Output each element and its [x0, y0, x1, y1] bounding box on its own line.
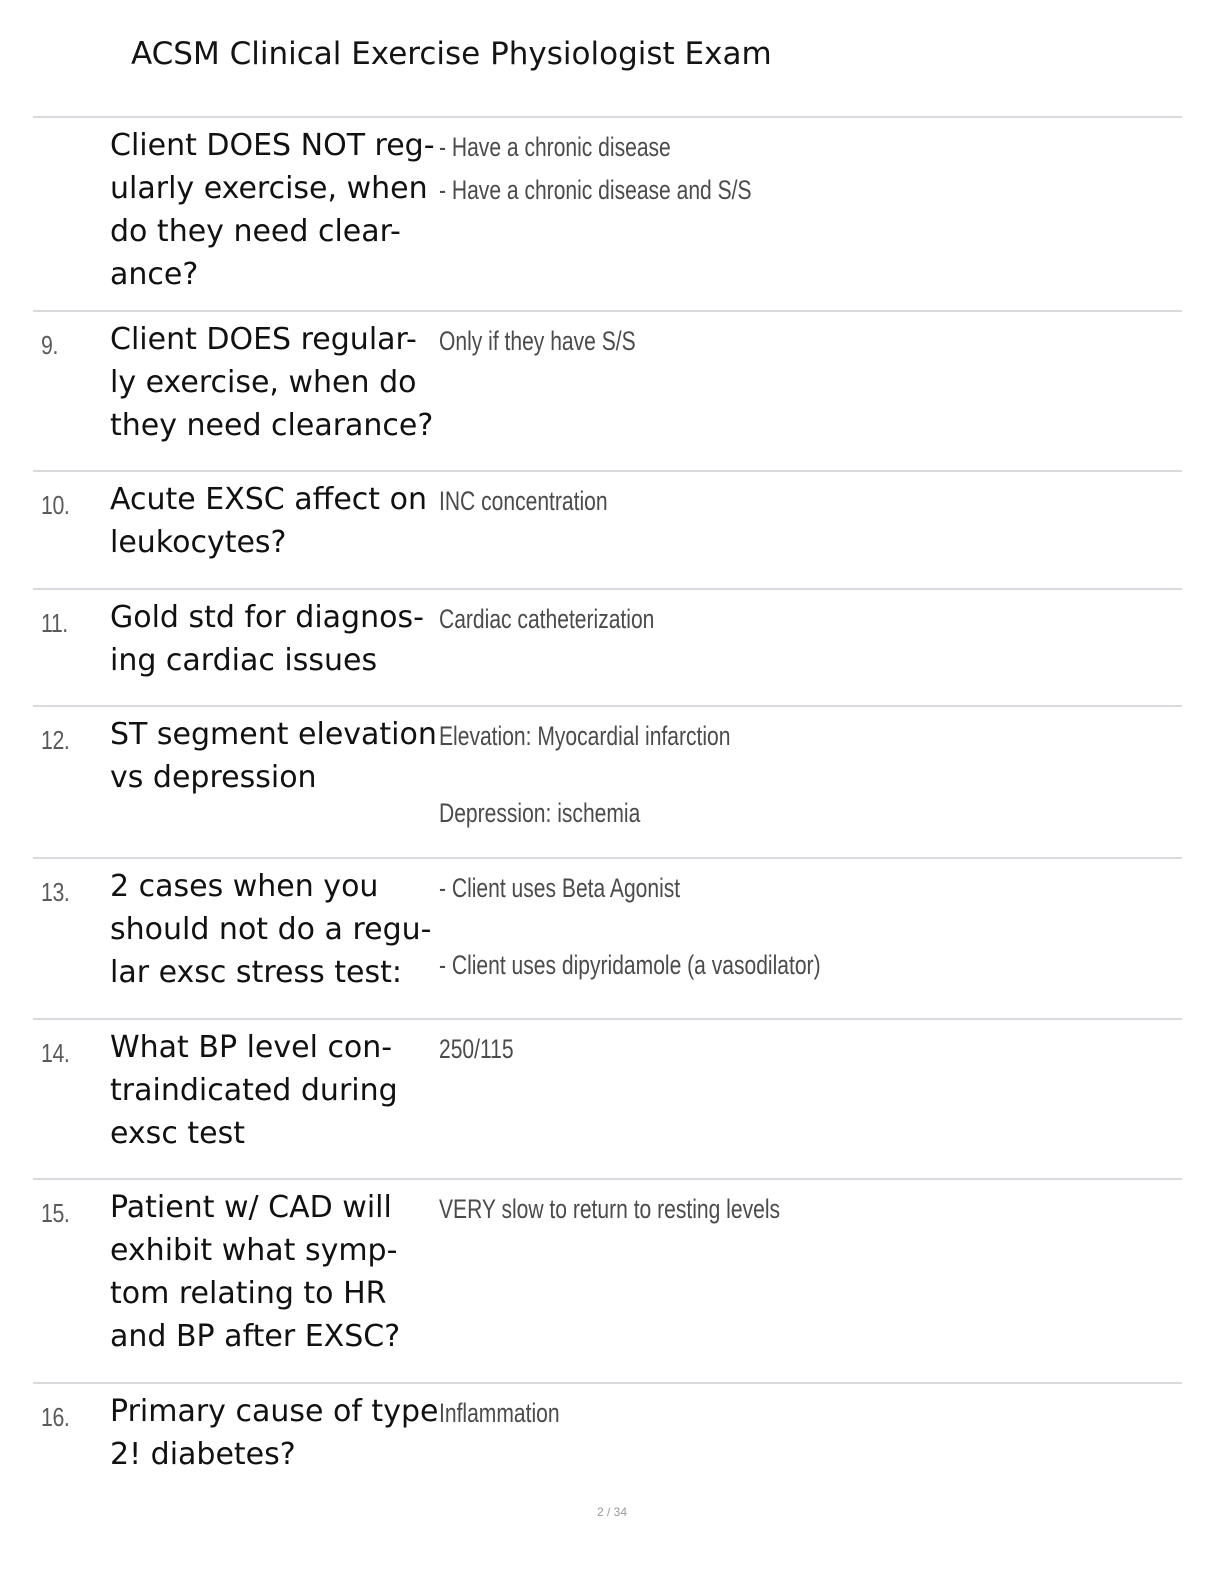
flashcard-list [33, 116, 1182, 1492]
definition-line: Depression: ischemia [439, 798, 641, 828]
card-term [110, 124, 435, 296]
definition-line: 250/115 [439, 1034, 514, 1064]
term-line: tom relating to HR [110, 1276, 387, 1311]
card-number: 16. [41, 1402, 70, 1432]
term-line: lar exsc stress test: [110, 955, 402, 990]
card-term [110, 318, 432, 447]
term-line: Client DOES regular- [110, 322, 417, 357]
term-line: should not do a regu- [110, 912, 432, 947]
definition-line: - Have a chronic disease and S/S [439, 175, 752, 205]
flashcard [33, 1018, 1182, 1178]
term-line: exhibit what symp- [110, 1233, 398, 1268]
card-term [110, 596, 432, 682]
definition-spacer [439, 758, 730, 792]
card-definition [439, 1028, 514, 1071]
card-definition [439, 598, 654, 641]
definition-line: INC concentration [439, 486, 608, 516]
card-term [110, 1390, 439, 1476]
card-definition [439, 1392, 560, 1435]
card-number: 12. [41, 725, 70, 755]
term-line: Acute EXSC affect on [110, 482, 427, 517]
card-term [110, 865, 432, 994]
card-term [110, 1186, 432, 1358]
term-line: vs depression [110, 760, 317, 795]
term-line: 2! diabetes? [110, 1437, 296, 1472]
term-line: What BP level con- [110, 1030, 393, 1065]
definition-line: - Have a chronic disease [439, 132, 671, 162]
card-definition [439, 867, 821, 987]
card-definition [439, 715, 730, 835]
card-number: 9. [41, 330, 58, 360]
card-term [110, 1026, 432, 1155]
term-line: ance? [110, 257, 199, 292]
term-line: ST segment elevation [110, 717, 437, 752]
card-number: 10. [41, 490, 70, 520]
card-number: 14. [41, 1038, 70, 1068]
flashcard [33, 116, 1182, 310]
flashcard [33, 705, 1182, 857]
term-line: Client DOES NOT reg- [110, 128, 435, 163]
term-line: Gold std for diagnos- [110, 600, 424, 635]
flashcard [33, 588, 1182, 705]
term-line: ly exercise, when do [110, 365, 417, 400]
flashcard [33, 470, 1182, 588]
term-line: ing cardiac issues [110, 643, 378, 678]
definition-line: Inflammation [439, 1398, 560, 1428]
definition-line: Cardiac catheterization [439, 604, 655, 634]
page-indicator: 2 / 34 [596, 1505, 628, 1519]
definition-line: Elevation: Myocardial infarction [439, 721, 731, 751]
term-line: ularly exercise, when [110, 171, 428, 206]
card-definition [439, 1188, 780, 1231]
card-number: 15. [41, 1198, 70, 1228]
term-line: do they need clear- [110, 214, 401, 249]
term-line: 2 cases when you [110, 869, 379, 904]
term-line: exsc test [110, 1116, 245, 1151]
page-title: ACSM Clinical Exercise Physiologist Exam [131, 36, 772, 72]
term-line: they need clearance? [110, 408, 434, 443]
flashcard [33, 310, 1182, 470]
flashcard [33, 1178, 1182, 1382]
card-definition [439, 480, 608, 523]
card-number: 13. [41, 877, 70, 907]
definition-line: VERY slow to return to resting levels [439, 1194, 781, 1224]
term-line: traindicated during [110, 1073, 398, 1108]
card-definition [439, 320, 636, 363]
definition-line: Only if they have S/S [439, 326, 636, 356]
term-line: and BP after EXSC? [110, 1319, 401, 1354]
term-line: leukocytes? [110, 525, 287, 560]
card-number: 11. [41, 608, 68, 638]
definition-line: - Client uses Beta Agonist [439, 873, 681, 903]
term-line: Primary cause of type [110, 1394, 439, 1429]
card-term [110, 478, 432, 564]
definition-spacer [439, 910, 821, 944]
card-term [110, 713, 437, 799]
term-line: Patient w/ CAD will [110, 1190, 392, 1225]
definition-line: - Client uses dipyridamole (a vasodilator) [439, 950, 821, 980]
flashcard [33, 857, 1182, 1018]
flashcard [33, 1382, 1182, 1492]
card-definition [439, 126, 752, 212]
